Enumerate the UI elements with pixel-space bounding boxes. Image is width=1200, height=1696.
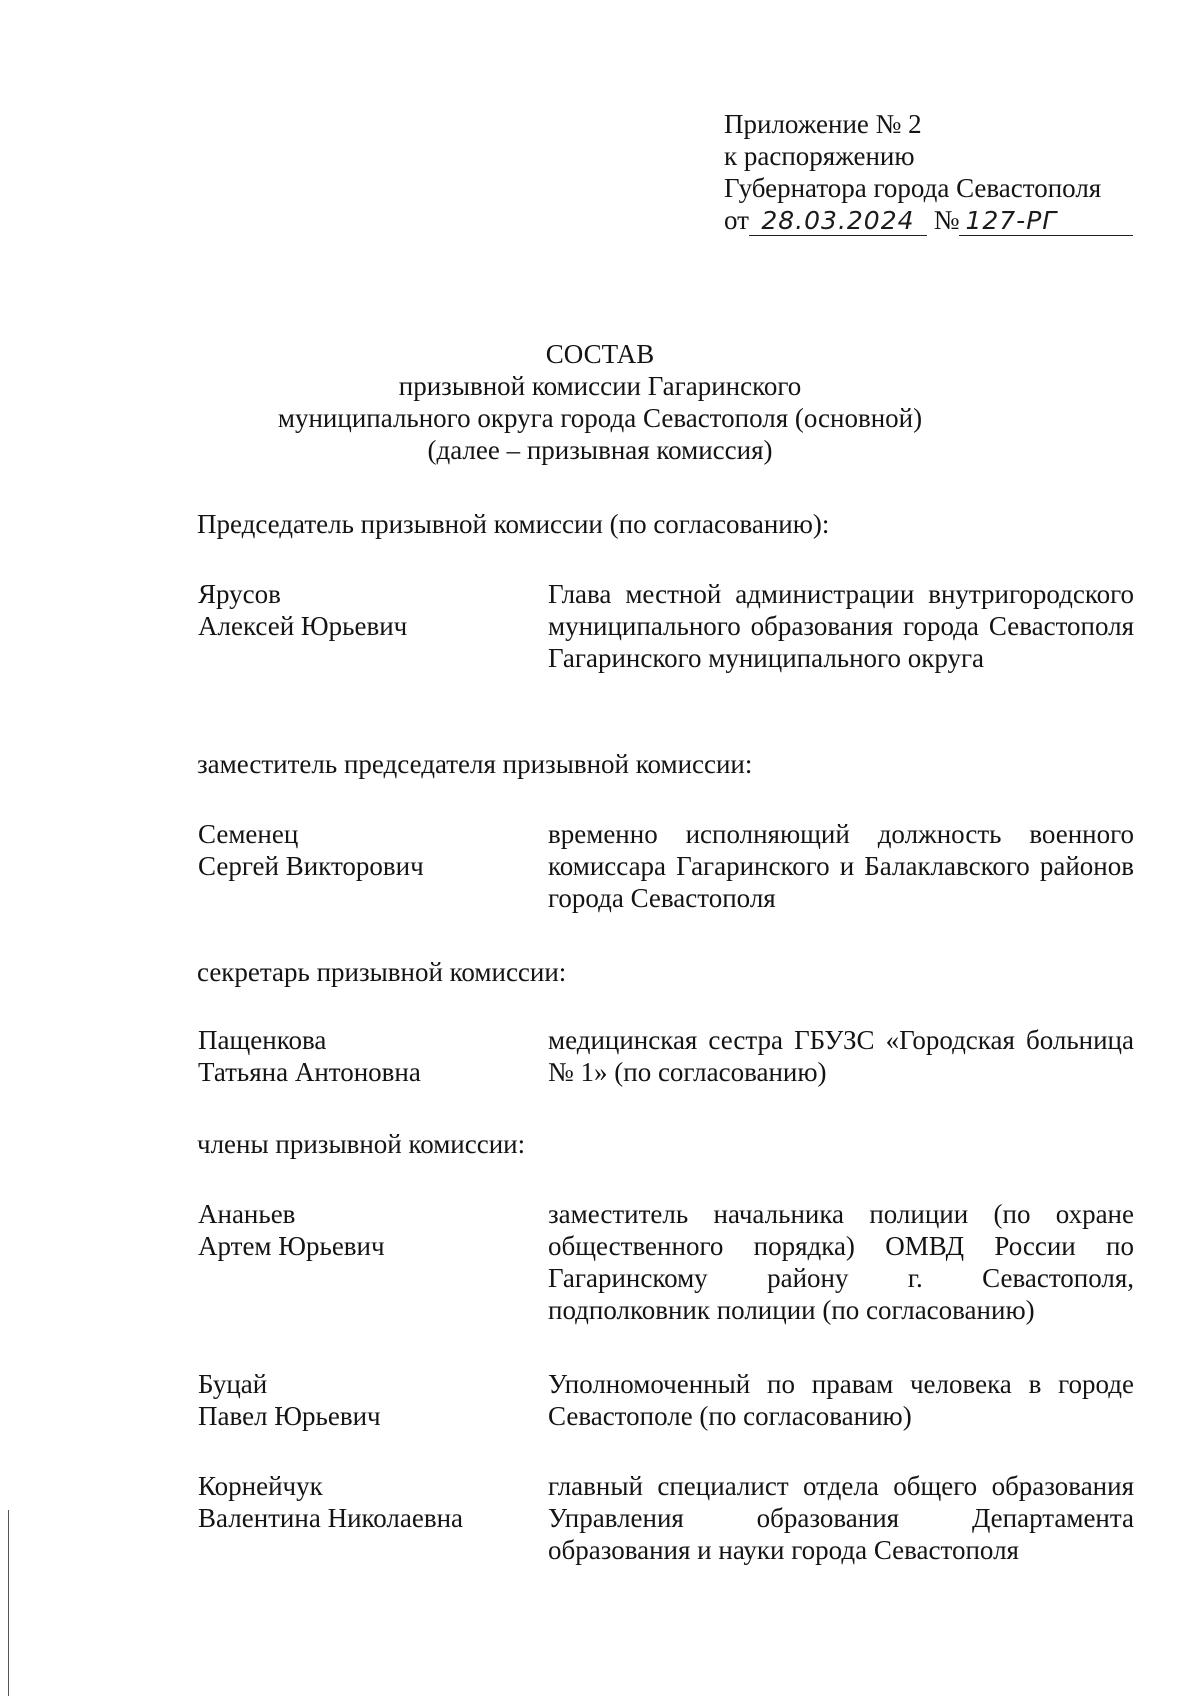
member-position: Уполномоченный по правам человека в городе Севастополе (по согласованию) — [548, 1369, 1134, 1431]
member-given-name: Артем Юрьевич — [198, 1231, 385, 1261]
section-chairman: Председатель призывной комиссии (по согласованию): — [197, 509, 830, 539]
number-label: № — [933, 205, 960, 235]
member-name — [198, 1368, 381, 1432]
appendix-date-number-line — [724, 204, 1144, 236]
handwritten-number: 127-РГ — [965, 206, 1058, 235]
member-surname: Семенец — [198, 819, 299, 849]
title-heading: СОСТАВ — [545, 339, 655, 369]
member-surname: Буцай — [198, 1369, 268, 1399]
member-name — [198, 1470, 463, 1534]
title-line-1: призывной комиссии Гагаринского — [398, 371, 802, 401]
handwritten-date: 28.03.2024 — [761, 206, 915, 235]
member-position: медицинская сестра ГБУЗС «Городская больница № 1» (по согласованию) — [548, 1025, 1134, 1087]
member-surname: Пащенкова — [198, 1025, 327, 1055]
document-title — [0, 338, 1200, 466]
appendix-number: Приложение № 2 — [724, 109, 922, 139]
member-surname: Корнейчук — [198, 1471, 323, 1501]
member-name — [198, 1024, 421, 1088]
member-surname: Ярусов — [198, 579, 281, 609]
appendix-reference: к распоряжению — [724, 141, 915, 171]
member-name — [198, 1198, 385, 1262]
member-position: главный специалист отдела общего образования Управления образования Департамента образования и науки города Севастополя — [548, 1471, 1134, 1565]
member-position: временно исполняющий должность военного комиссара Гагаринского и Балаклавского районов города Севастополя — [548, 819, 1134, 913]
member-given-name: Валентина Николаевна — [198, 1503, 464, 1533]
member-position: заместитель начальника полиции (по охране общественного порядка) ОМВД России по Гагаринскому району г. Севастополя, подполковник полиции (по согласованию) — [548, 1199, 1134, 1325]
appendix-header — [724, 108, 1144, 236]
section-secretary: секретарь призывной комиссии: — [197, 957, 567, 987]
member-name — [198, 818, 424, 882]
title-line-3: (далее – призывная комиссия) — [427, 435, 773, 465]
title-line-2: муниципального округа города Севастополя (основной) — [277, 403, 923, 433]
member-name — [198, 578, 407, 642]
appendix-authority: Губернатора города Севастополя — [724, 173, 1102, 203]
member-given-name: Татьяна Антоновна — [198, 1057, 421, 1087]
section-deputy: заместитель председателя призывной комиссии: — [197, 749, 753, 779]
member-given-name: Павел Юрьевич — [198, 1401, 381, 1431]
member-given-name: Сергей Викторович — [198, 851, 424, 881]
section-members: члены призывной комиссии: — [197, 1129, 526, 1159]
member-given-name: Алексей Юрьевич — [198, 611, 408, 641]
from-label: от — [724, 205, 749, 235]
member-position: Глава местной администрации внутригородского муниципального образования города Севастополя Гагаринского муниципального округа — [548, 579, 1134, 673]
scan-margin-line — [8, 1510, 9, 1696]
member-surname: Ананьев — [198, 1199, 296, 1229]
